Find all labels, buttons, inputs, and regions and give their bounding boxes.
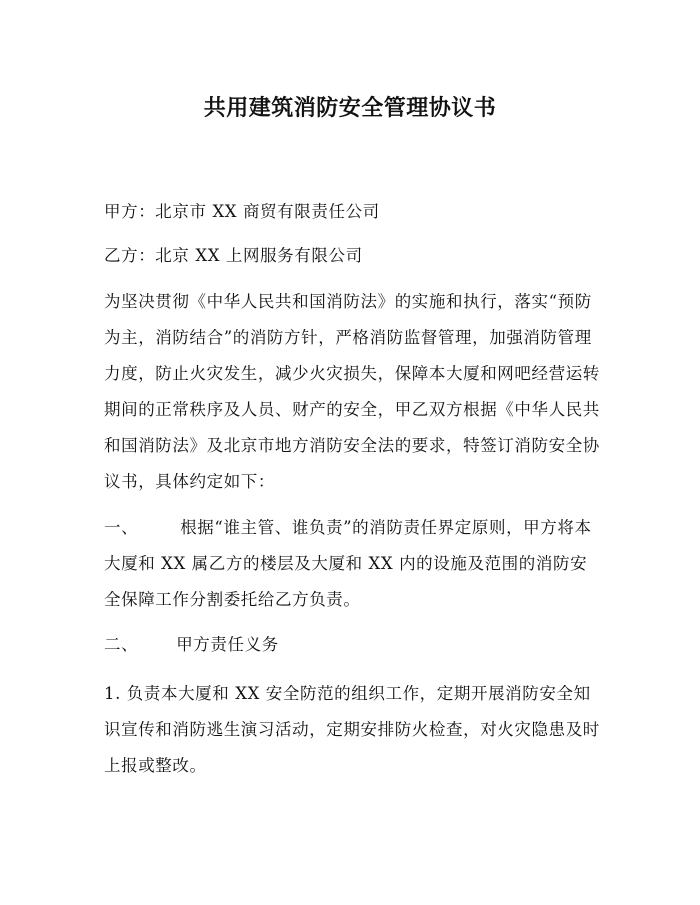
intro-paragraph: 为坚决贯彻《中华人民共和国消防法》的实施和执行，落实“预防为主，消防结合”的消防方针，严格消防监督管理，加强消防管理力度，防止火灾发生，减少火灾损失，保障本大厦和网吧经营运转期间的正常秩序及人员、财产的安全，甲乙双方根据《中华人民共和国消防法》及北京市地方消防安全法的要求，特签订消防安全协议书，具体约定如下： (104, 292, 600, 491)
section-2-heading: 甲方责任义务 (176, 635, 279, 654)
section-2-number: 二、 (104, 635, 139, 654)
section-1-text: 根据“谁主管、谁负责”的消防责任界定原则，甲方将本大厦和 XX 属乙方的楼层及大厦和 XX 内的设施及范围的消防安全保障工作分割委托给乙方负责。 (104, 518, 592, 609)
item-1-paragraph: 1. 负责本大厦和 XX 安全防范的组织工作，定期开展消防安全知识宣传和消防逃生演习活动，定期安排防火检查，对火灾隐患及时上报或整改。 (104, 684, 600, 775)
party-b-line: 乙方：北京 XX 上网服务有限公司 (104, 246, 363, 265)
party-a-line: 甲方：北京市 XX 商贸有限责任公司 (104, 202, 380, 221)
section-1 (104, 510, 600, 618)
document-title: 共用建筑消防安全管理协议书 (203, 96, 497, 121)
section-2 (104, 627, 600, 663)
section-1-number: 一、 (104, 518, 139, 537)
